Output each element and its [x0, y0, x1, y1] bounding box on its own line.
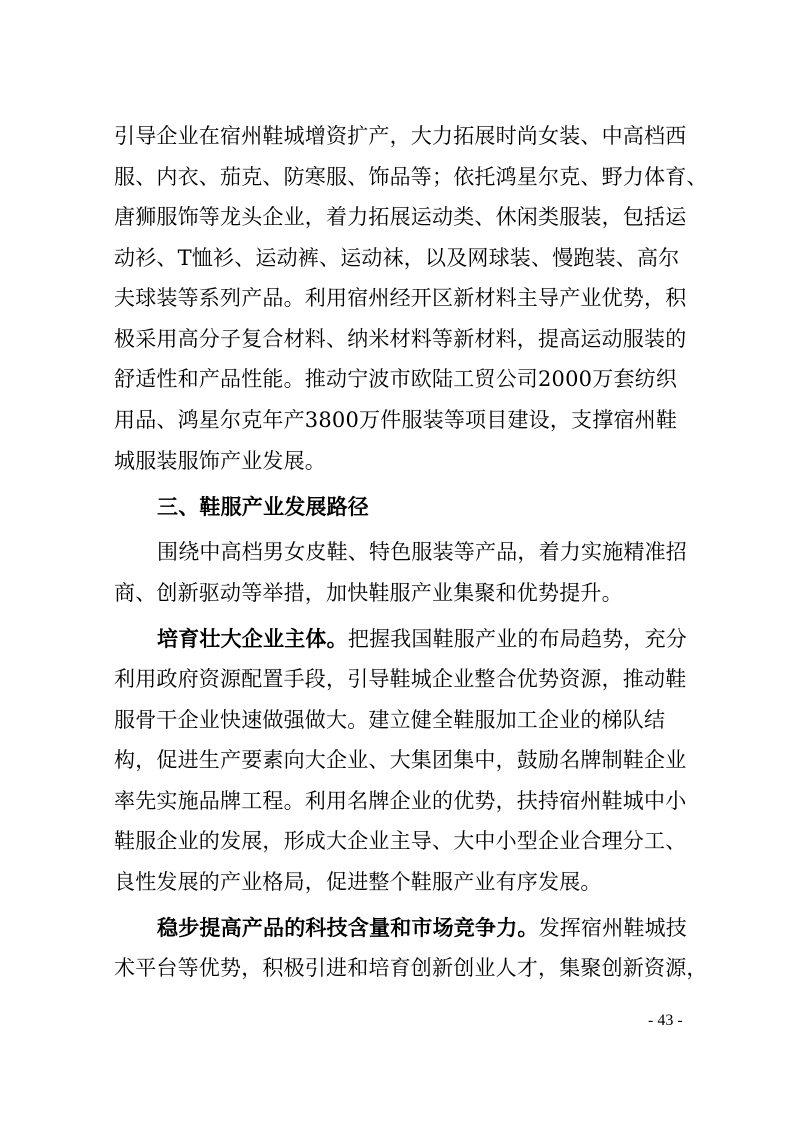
paragraph-line: 鞋服企业的发展，形成大企业主导、大中小型企业合理分工、	[114, 829, 687, 853]
paragraph-line: 唐狮服饰等龙头企业，着力拓展运动类、休闲类服装，包括运	[114, 205, 687, 229]
paragraph-line: 城服装服饰产业发展。	[114, 449, 326, 473]
paragraph-line: 用品、鸿星尔克年产3800万件服装等项目建设，支撑宿州鞋	[114, 408, 678, 432]
section-heading: 三、鞋服产业发展路径	[157, 495, 369, 519]
paragraph-first-line	[157, 913, 687, 943]
paragraph-line: 舒适性和产品性能。推动宁波市欧陆工贸公司2000万套纺织	[114, 367, 678, 391]
paragraph-lead-bold: 培育壮大企业主体。	[157, 626, 348, 651]
paragraph-text: 发挥宿州鞋城技	[538, 916, 688, 940]
paragraph-line: 服骨干企业快速做强做大。建立健全鞋服加工企业的梯队结	[114, 708, 666, 732]
paragraph-line: 良性发展的产业格局，促进整个鞋服产业有序发展。	[114, 870, 602, 894]
paragraph-lead-bold: 稳步提高产品的科技含量和市场竞争力。	[157, 915, 539, 940]
paragraph-line: 服、内衣、茄克、防寒服、饰品等；依托鸿星尔克、野力体育、	[114, 165, 708, 189]
paragraph-line: 引导企业在宿州鞋城增资扩产，大力拓展时尚女装、中高档西	[114, 124, 687, 148]
paragraph-line: 围绕中高档男女皮鞋、特色服装等产品，着力实施精准招	[157, 540, 687, 564]
paragraph-line: 利用政府资源配置手段，引导鞋城企业整合优势资源，推动鞋	[114, 667, 687, 691]
page-number: - 43 -	[648, 1012, 683, 1029]
paragraph-line: 术平台等优势，积极引进和培育创新创业人才，集聚创新资源，	[114, 956, 708, 980]
paragraph-line: 构，促进生产要素向大企业、大集团集中，鼓励名牌制鞋企业	[114, 748, 687, 772]
paragraph-line: 夫球装等系列产品。利用宿州经开区新材料主导产业优势，积	[114, 286, 687, 310]
paragraph-first-line	[157, 624, 687, 654]
paragraph-line: 商、创新驱动等举措，加快鞋服产业集聚和优势提升。	[114, 581, 623, 605]
paragraph-line: 极采用高分子复合材料、纳米材料等新材料，提高运动服装的	[114, 327, 687, 351]
paragraph-line: 动衫、T恤衫、运动裤、运动袜，以及网球装、慢跑装、高尔	[114, 246, 680, 270]
paragraph-line: 率先实施品牌工程。利用名牌企业的优势，扶持宿州鞋城中小	[114, 789, 687, 813]
paragraph-text: 把握我国鞋服产业的布局趋势，充分	[347, 627, 688, 651]
